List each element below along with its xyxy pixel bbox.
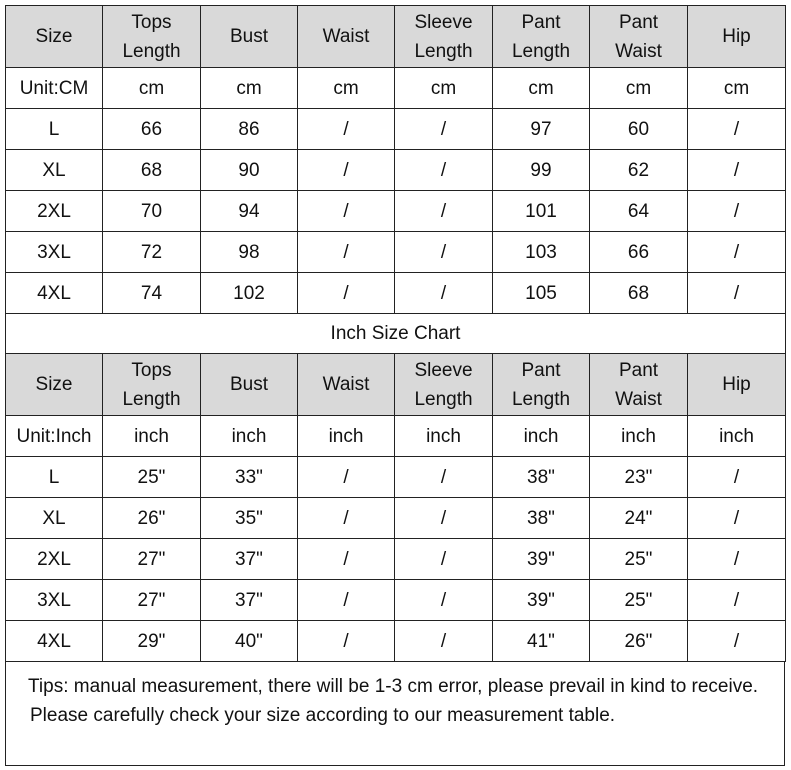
header-label: Size: [35, 374, 73, 395]
cm-cell: 97: [493, 109, 590, 150]
cm-cell: XL: [6, 150, 103, 191]
cm-cell: /: [688, 109, 786, 150]
cm-cell: cm: [688, 68, 786, 109]
inch-header-cell: [6, 354, 103, 416]
cm-header-cell: [103, 6, 201, 68]
cm-cell: 62: [590, 150, 688, 191]
cm-cell: 72: [103, 232, 201, 273]
tips-box: [5, 661, 785, 766]
cm-cell: cm: [103, 68, 201, 109]
table-row: [6, 191, 786, 232]
cm-cell: 66: [103, 109, 201, 150]
inch-cell: /: [395, 621, 493, 662]
table-row: [6, 580, 786, 621]
cm-cell: /: [688, 191, 786, 232]
cm-cell: 68: [590, 273, 688, 314]
cm-cell: Unit:CM: [6, 68, 103, 109]
cm-cell: 86: [201, 109, 298, 150]
inch-header-cell: [688, 354, 786, 416]
inch-cell: inch: [688, 416, 786, 457]
inch-cell: 35": [201, 498, 298, 539]
cm-cell: 94: [201, 191, 298, 232]
header-label: Length: [414, 388, 473, 410]
cm-cell: /: [298, 191, 395, 232]
inch-unit-row: [6, 416, 786, 457]
inch-header-cell: [201, 354, 298, 416]
header-label: Waist: [322, 374, 370, 395]
inch-cell: /: [395, 539, 493, 580]
inch-cell: 26": [103, 498, 201, 539]
header-label: Length: [511, 40, 571, 62]
table-row: [6, 498, 786, 539]
inch-cell: /: [688, 580, 786, 621]
inch-cell: inch: [298, 416, 395, 457]
inch-header-cell: [103, 354, 201, 416]
inch-cell: /: [298, 539, 395, 580]
inch-cell: 2XL: [6, 539, 103, 580]
cm-cell: cm: [201, 68, 298, 109]
cm-cell: 98: [201, 232, 298, 273]
inch-cell: 39": [493, 580, 590, 621]
header-label: Length: [122, 388, 181, 410]
table-row: [6, 273, 786, 314]
inch-cell: inch: [590, 416, 688, 457]
inch-header-row: [6, 354, 786, 416]
header-label: Waist: [322, 26, 370, 47]
cm-cell: /: [298, 273, 395, 314]
cm-header-cell: [590, 6, 688, 68]
inch-size-chart-title: Inch Size Chart: [6, 314, 786, 354]
cm-header-cell: [201, 6, 298, 68]
inch-cell: inch: [395, 416, 493, 457]
inch-cell: 3XL: [6, 580, 103, 621]
inch-cell: Unit:Inch: [6, 416, 103, 457]
inch-cell: /: [298, 457, 395, 498]
cm-cell: 102: [201, 273, 298, 314]
inch-cell: inch: [493, 416, 590, 457]
cm-cell: 103: [493, 232, 590, 273]
inch-header-cell: [298, 354, 395, 416]
table-row: [6, 457, 786, 498]
cm-cell: 70: [103, 191, 201, 232]
table-row: [6, 232, 786, 273]
cm-cell: 4XL: [6, 273, 103, 314]
inch-cell: /: [395, 498, 493, 539]
cm-cell: cm: [395, 68, 493, 109]
inch-header-cell: [590, 354, 688, 416]
cm-cell: cm: [298, 68, 395, 109]
cm-cell: cm: [590, 68, 688, 109]
header-label: Tops: [131, 11, 172, 33]
cm-header-cell: [6, 6, 103, 68]
cm-cell: 101: [493, 191, 590, 232]
cm-cell: /: [298, 109, 395, 150]
header-label: Hip: [722, 26, 751, 47]
cm-cell: /: [688, 150, 786, 191]
cm-header-cell: [298, 6, 395, 68]
inch-header-cell: [395, 354, 493, 416]
inch-cell: /: [298, 580, 395, 621]
inch-cell: 25": [590, 580, 688, 621]
inch-cell: 23": [590, 457, 688, 498]
header-label: Sleeve: [414, 359, 473, 381]
cm-cell: 64: [590, 191, 688, 232]
inch-cell: 41": [493, 621, 590, 662]
inch-cell: 25": [103, 457, 201, 498]
table-row: [6, 150, 786, 191]
header-label: Length: [511, 388, 571, 410]
cm-unit-row: [6, 68, 786, 109]
header-label: Size: [35, 26, 73, 47]
cm-cell: 105: [493, 273, 590, 314]
cm-cell: /: [688, 273, 786, 314]
size-chart-body: [6, 6, 786, 662]
inch-cell: /: [688, 621, 786, 662]
cm-cell: 66: [590, 232, 688, 273]
header-label: Length: [122, 40, 181, 62]
inch-cell: 40": [201, 621, 298, 662]
cm-cell: /: [395, 150, 493, 191]
cm-header-cell: [688, 6, 786, 68]
cm-cell: /: [298, 150, 395, 191]
inch-title-row: [6, 314, 786, 354]
header-label: Pant: [521, 359, 561, 381]
cm-cell: 90: [201, 150, 298, 191]
header-label: Bust: [229, 26, 269, 47]
inch-cell: /: [688, 498, 786, 539]
cm-cell: 68: [103, 150, 201, 191]
inch-cell: /: [298, 621, 395, 662]
cm-cell: 99: [493, 150, 590, 191]
cm-cell: 3XL: [6, 232, 103, 273]
inch-cell: 37": [201, 580, 298, 621]
inch-cell: inch: [201, 416, 298, 457]
inch-cell: 39": [493, 539, 590, 580]
inch-cell: L: [6, 457, 103, 498]
cm-cell: 74: [103, 273, 201, 314]
inch-cell: /: [298, 498, 395, 539]
inch-cell: 4XL: [6, 621, 103, 662]
inch-header-cell: [493, 354, 590, 416]
tips-line-1: Tips: manual measurement, there will be 1-3 cm error, please prevail in kind to receive.: [28, 676, 759, 697]
cm-cell: /: [688, 232, 786, 273]
header-label: Pant: [618, 11, 659, 33]
cm-cell: cm: [493, 68, 590, 109]
table-row: [6, 109, 786, 150]
inch-cell: 33": [201, 457, 298, 498]
cm-cell: /: [395, 109, 493, 150]
inch-cell: 29": [103, 621, 201, 662]
header-label: Hip: [722, 374, 751, 395]
header-label: Pant: [618, 359, 659, 381]
header-label: Pant: [521, 11, 561, 33]
table-row: [6, 621, 786, 662]
inch-cell: XL: [6, 498, 103, 539]
cm-header-cell: [493, 6, 590, 68]
header-label: Tops: [131, 359, 172, 381]
size-chart-table: [5, 5, 786, 662]
inch-cell: 27": [103, 580, 201, 621]
tips-line-2: Please carefully check your size according to our measurement table.: [30, 705, 616, 726]
cm-cell: /: [395, 273, 493, 314]
inch-cell: 38": [493, 498, 590, 539]
inch-cell: 25": [590, 539, 688, 580]
inch-cell: 26": [590, 621, 688, 662]
cm-header-cell: [395, 6, 493, 68]
header-label: Sleeve: [414, 11, 473, 33]
inch-cell: 27": [103, 539, 201, 580]
cm-cell: 60: [590, 109, 688, 150]
cm-cell: L: [6, 109, 103, 150]
cm-cell: /: [298, 232, 395, 273]
header-label: Waist: [615, 40, 662, 62]
inch-cell: /: [395, 580, 493, 621]
header-label: Bust: [229, 374, 269, 395]
cm-cell: 2XL: [6, 191, 103, 232]
table-row: [6, 539, 786, 580]
cm-cell: /: [395, 232, 493, 273]
inch-cell: inch: [103, 416, 201, 457]
inch-cell: /: [395, 457, 493, 498]
inch-cell: /: [688, 457, 786, 498]
inch-cell: 38": [493, 457, 590, 498]
inch-cell: 37": [201, 539, 298, 580]
inch-cell: 24": [590, 498, 688, 539]
inch-cell: /: [688, 539, 786, 580]
cm-header-row: [6, 6, 786, 68]
header-label: Length: [414, 40, 473, 62]
header-label: Waist: [615, 388, 662, 410]
cm-cell: /: [395, 191, 493, 232]
